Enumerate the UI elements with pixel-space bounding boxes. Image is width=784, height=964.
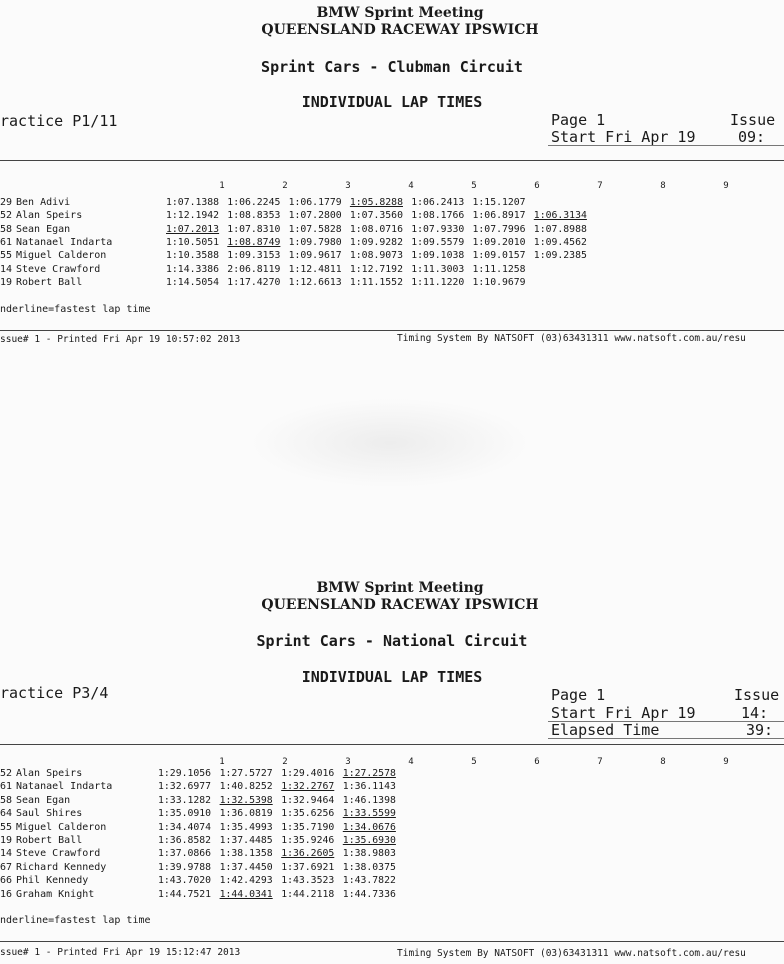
lap-time: 1:09.1038 <box>411 250 465 262</box>
lap-time: 1:14.5054 <box>166 276 220 288</box>
lap-time: 1:09.2010 <box>472 236 526 248</box>
lap-header: 7 <box>597 757 603 767</box>
driver-name: Miguel Calderon <box>16 250 107 262</box>
timesheet-national <box>0 575 784 964</box>
class-circuit: Sprint Cars - Clubman Circuit <box>261 58 523 76</box>
lap-time: 1:35.9246 <box>281 835 335 846</box>
driver-name: Sean Egan <box>16 794 71 806</box>
driver-name: Natanael Indarta <box>16 781 113 793</box>
lap-header: 4 <box>408 181 414 191</box>
header-rule <box>0 744 784 745</box>
car-number: 67 <box>0 861 12 873</box>
driver-name: Natanael Indarta <box>16 236 113 248</box>
timing-credit: Timing System By NATSOFT (03)63431311 www.natsoft.com.au/resu <box>397 948 746 959</box>
header-underline <box>548 145 784 146</box>
lap-time: 1:37.6921 <box>281 861 335 873</box>
lap-time: 1:10.5051 <box>166 236 220 248</box>
driver-name: Ben Adivi <box>16 197 71 208</box>
fastest-lap-time: 1:05.8288 <box>349 197 403 208</box>
timing-credit: Timing System By NATSOFT (03)63431311 www.natsoft.com.au/resu <box>397 333 746 344</box>
session-name: ractice P1/11 <box>0 112 118 130</box>
lap-time: 1:43.7020 <box>158 875 212 887</box>
lap-time: 1:06.2245 <box>227 197 281 208</box>
lap-time: 1:06.1779 <box>288 197 342 208</box>
issue-label: Issue <box>730 111 776 129</box>
car-number: 66 <box>0 875 12 887</box>
car-number: 14 <box>0 848 12 860</box>
fastest-lap-time: 1:07.2013 <box>166 223 220 235</box>
lap-header: 9 <box>723 181 729 191</box>
lap-time: 1:32.6977 <box>158 781 212 793</box>
lap-header: 3 <box>345 181 351 191</box>
lap-time: 1:36.8582 <box>158 835 212 846</box>
start-date: Start Fri Apr 19 <box>551 704 696 722</box>
lap-time: 1:08.9073 <box>349 250 403 262</box>
header-underline <box>548 738 784 739</box>
lap-time: 1:11.1258 <box>472 263 526 275</box>
lap-time: 1:38.0375 <box>342 861 396 873</box>
car-number: 52 <box>0 210 12 222</box>
footer-rule <box>0 330 784 331</box>
lap-time: 1:09.4562 <box>533 236 587 248</box>
scan-smudge <box>250 398 530 488</box>
report-title: INDIVIDUAL LAP TIMES <box>301 93 483 111</box>
fastest-lap-time: 1:34.0676 <box>342 821 396 833</box>
lap-time: 1:29.4016 <box>281 768 335 779</box>
lap-time: 2:06.8119 <box>227 263 281 275</box>
lap-time: 1:35.6256 <box>281 808 335 820</box>
timesheet-clubman <box>0 0 784 360</box>
lap-time: 1:09.9282 <box>349 236 403 248</box>
lap-time: 1:09.2385 <box>533 250 587 262</box>
driver-name: Graham Knight <box>16 888 95 900</box>
driver-name: Saul Shires <box>16 808 83 820</box>
fastest-lap-time: 1:08.8749 <box>227 236 281 248</box>
driver-name: Steve Crawford <box>16 848 101 860</box>
lap-time: 1:08.1766 <box>411 210 465 222</box>
lap-time: 1:35.7190 <box>281 821 335 833</box>
lap-time: 1:36.0819 <box>219 808 273 820</box>
start-time: 09: <box>738 128 766 146</box>
lap-time: 1:44.2118 <box>281 888 335 900</box>
lap-time: 1:11.1220 <box>411 276 465 288</box>
car-number: 58 <box>0 223 12 235</box>
lap-header: 5 <box>471 181 477 191</box>
lap-header: 9 <box>723 757 729 767</box>
lap-header: 1 <box>219 757 225 767</box>
printed-line: ssue# 1 - Printed Fri Apr 19 10:57:02 2013 <box>0 334 241 345</box>
lap-time: 1:11.1552 <box>349 276 403 288</box>
class-circuit: Sprint Cars - National Circuit <box>256 632 528 650</box>
lap-time: 1:43.3523 <box>281 875 335 887</box>
lap-time: 1:38.1358 <box>219 848 273 860</box>
fastest-lap-time: 1:06.3134 <box>533 210 587 222</box>
lap-time: 1:07.2800 <box>288 210 342 222</box>
lap-time: 1:09.5579 <box>411 236 465 248</box>
start-time: 14: <box>741 704 769 722</box>
driver-name: Alan Speirs <box>16 210 83 222</box>
lap-time: 1:07.8310 <box>227 223 281 235</box>
fastest-lap-time: 1:33.5599 <box>342 808 396 820</box>
printed-line: ssue# 1 - Printed Fri Apr 19 15:12:47 2013 <box>0 947 241 958</box>
lap-time: 1:12.7192 <box>349 263 403 275</box>
car-number: 16 <box>0 888 12 900</box>
lap-time: 1:43.7822 <box>342 875 396 887</box>
lap-time: 1:06.2413 <box>411 197 465 208</box>
issue-label: Issue <box>734 686 780 704</box>
lap-time: 1:14.3386 <box>166 263 220 275</box>
driver-name: Miguel Calderon <box>16 821 107 833</box>
lap-time: 1:09.7980 <box>288 236 342 248</box>
elapsed-label: Elapsed Time <box>551 721 660 739</box>
car-number: 19 <box>0 835 12 846</box>
session-name: ractice P3/4 <box>0 684 109 702</box>
lap-time: 1:27.5727 <box>219 768 273 779</box>
car-number: 61 <box>0 236 12 248</box>
lap-time: 1:09.9617 <box>288 250 342 262</box>
venue-title: QUEENSLAND RACEWAY IPSWICH <box>261 22 539 38</box>
car-number: 19 <box>0 276 12 288</box>
lap-time: 1:34.4074 <box>158 821 212 833</box>
lap-header: 4 <box>408 757 414 767</box>
lap-time: 1:38.9803 <box>342 848 396 860</box>
lap-time: 1:36.1143 <box>342 781 396 793</box>
legend-note: nderline=fastest lap time <box>0 915 151 926</box>
lap-header: 2 <box>282 757 288 767</box>
lap-time: 1:07.5828 <box>288 223 342 235</box>
lap-time: 1:07.3560 <box>349 210 403 222</box>
lap-time: 1:11.3003 <box>411 263 465 275</box>
lap-time: 1:39.9788 <box>158 861 212 873</box>
lap-header: 8 <box>660 757 666 767</box>
driver-name: Steve Crawford <box>16 263 101 275</box>
lap-time: 1:07.9330 <box>411 223 465 235</box>
lap-time: 1:32.9464 <box>281 794 335 806</box>
lap-time: 1:08.8353 <box>227 210 281 222</box>
fastest-lap-time: 1:35.6930 <box>342 835 396 846</box>
lap-header: 7 <box>597 181 603 191</box>
car-number: 55 <box>0 250 12 262</box>
fastest-lap-time: 1:32.5398 <box>219 794 273 806</box>
lap-time: 1:10.9679 <box>472 276 526 288</box>
lap-header: 1 <box>219 181 225 191</box>
start-date: Start Fri Apr 19 <box>551 128 696 146</box>
lap-time: 1:07.1388 <box>166 197 220 208</box>
car-number: 52 <box>0 768 12 779</box>
page-number: Page 1 <box>551 686 606 704</box>
lap-time: 1:12.6613 <box>288 276 342 288</box>
fastest-lap-time: 1:27.2578 <box>342 768 396 779</box>
lap-time: 1:37.4485 <box>219 835 273 846</box>
footer-rule <box>0 941 784 942</box>
car-number: 29 <box>0 197 12 208</box>
legend-note: nderline=fastest lap time <box>0 304 151 315</box>
lap-time: 1:40.8252 <box>219 781 273 793</box>
lap-time: 1:12.4811 <box>288 263 342 275</box>
lap-time: 1:08.0716 <box>349 223 403 235</box>
lap-time: 1:37.0866 <box>158 848 212 860</box>
lap-time: 1:29.1056 <box>158 768 212 779</box>
lap-header: 3 <box>345 757 351 767</box>
car-number: 64 <box>0 808 12 820</box>
lap-time: 1:15.1207 <box>472 197 526 208</box>
event-title: BMW Sprint Meeting <box>316 580 484 596</box>
lap-time: 1:12.1942 <box>166 210 220 222</box>
lap-time: 1:33.1282 <box>158 794 212 806</box>
venue-title: QUEENSLAND RACEWAY IPSWICH <box>261 597 539 613</box>
driver-name: Robert Ball <box>16 276 83 288</box>
event-title: BMW Sprint Meeting <box>316 5 484 21</box>
lap-header: 8 <box>660 181 666 191</box>
lap-time: 1:44.7336 <box>342 888 396 900</box>
lap-header: 2 <box>282 181 288 191</box>
lap-header: 6 <box>534 181 540 191</box>
fastest-lap-time: 1:32.2767 <box>281 781 335 793</box>
lap-header: 5 <box>471 757 477 767</box>
lap-time: 1:07.8988 <box>533 223 587 235</box>
elapsed-time: 39: <box>746 721 774 739</box>
lap-time: 1:42.4293 <box>219 875 273 887</box>
lap-time: 1:44.7521 <box>158 888 212 900</box>
driver-name: Robert Ball <box>16 835 83 846</box>
lap-time: 1:10.3588 <box>166 250 220 262</box>
page-number: Page 1 <box>551 111 606 129</box>
driver-name: Alan Speirs <box>16 768 83 779</box>
lap-time: 1:46.1398 <box>342 794 396 806</box>
fastest-lap-time: 1:44.0341 <box>219 888 273 900</box>
car-number: 14 <box>0 263 12 275</box>
car-number: 58 <box>0 794 12 806</box>
fastest-lap-time: 1:36.2605 <box>281 848 335 860</box>
lap-time: 1:09.0157 <box>472 250 526 262</box>
lap-time: 1:35.4993 <box>219 821 273 833</box>
lap-time: 1:37.4450 <box>219 861 273 873</box>
lap-time: 1:17.4270 <box>227 276 281 288</box>
header-rule <box>0 160 784 161</box>
driver-name: Phil Kennedy <box>16 875 89 887</box>
car-number: 61 <box>0 781 12 793</box>
report-title: INDIVIDUAL LAP TIMES <box>301 668 483 686</box>
driver-name: Richard Kennedy <box>16 861 107 873</box>
lap-time: 1:07.7996 <box>472 223 526 235</box>
lap-time: 1:09.3153 <box>227 250 281 262</box>
lap-time: 1:35.0910 <box>158 808 212 820</box>
lap-header: 6 <box>534 757 540 767</box>
car-number: 55 <box>0 821 12 833</box>
lap-time: 1:06.8917 <box>472 210 526 222</box>
driver-name: Sean Egan <box>16 223 71 235</box>
